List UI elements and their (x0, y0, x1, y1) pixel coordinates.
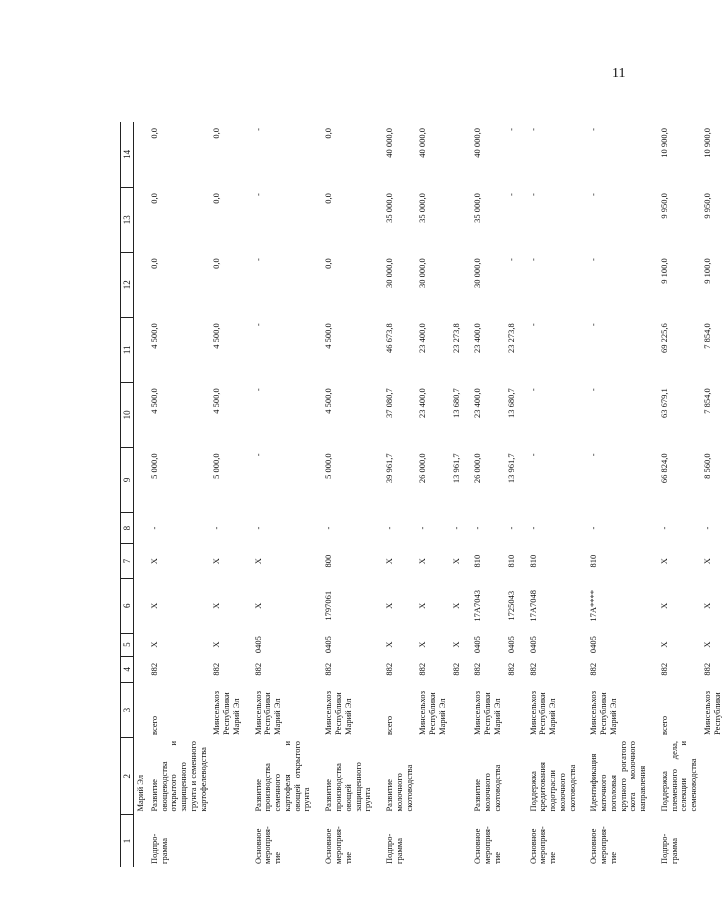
cell-col-14: - (588, 128, 599, 131)
cell-col-13: - (252, 193, 263, 196)
cell-col-11: 23 273,8 (450, 323, 461, 353)
cell-col-11: 23 400,0 (417, 323, 428, 353)
cell-col-3 (505, 682, 519, 738)
cell-col-14: 40 000,0 (417, 128, 428, 158)
row-spacer (579, 122, 587, 867)
cell-col-11: 69 225,6 (658, 323, 669, 353)
cell-col-14: 10 900,0 (658, 128, 669, 158)
cell-col-2 (210, 738, 243, 815)
column-header-8: 8 (121, 512, 134, 543)
cell-col-1: Основное мероприя-тие (252, 826, 283, 864)
table-row (701, 122, 725, 867)
intro-text: Марий Эл (135, 775, 145, 812)
table-row (383, 122, 416, 867)
cell-col-8: - (417, 526, 428, 530)
cell-col-13 (450, 187, 464, 252)
cell-col-3: всего (384, 715, 395, 735)
cell-col-11: 23 400,0 (472, 323, 483, 353)
cell-col-7: 800 (323, 554, 334, 568)
cell-col-6: X (701, 602, 712, 609)
cell-col-3 (450, 682, 464, 738)
cell-col-10: - (252, 388, 263, 392)
cell-col-8: - (211, 526, 222, 530)
cell-col-4: 882 (252, 662, 263, 676)
column-header-4: 4 (121, 656, 134, 682)
cell-col-9: 5 000,0 (323, 453, 334, 479)
row-spacer (463, 122, 471, 867)
cell-col-8: - (472, 526, 483, 530)
cell-col-12: - (505, 258, 516, 262)
cell-col-6: X (450, 602, 461, 609)
cell-col-3: Минсельхоз Республики Марий Эл (527, 690, 558, 735)
cell-col-5: 0405 (252, 636, 263, 654)
cell-col-7: X (701, 558, 712, 565)
cell-col-14: 0,0 (211, 128, 222, 139)
cell-col-5: X (658, 641, 669, 648)
cell-col-7: X (658, 558, 669, 565)
cell-col-10: 4 500,0 (211, 388, 222, 414)
cell-col-9: 5 000,0 (211, 453, 222, 479)
intro-row (134, 122, 148, 867)
table-row (587, 122, 650, 867)
cell-col-1 (450, 815, 464, 867)
cell-col-6: X (384, 602, 395, 609)
cell-col-14: - (252, 128, 263, 131)
cell-col-9: 8 560,0 (701, 453, 712, 479)
cell-col-13: 9 950,0 (701, 193, 712, 219)
cell-col-5: X (701, 641, 712, 648)
cell-col-4: 882 (384, 662, 395, 676)
cell-col-9: 13 961,7 (450, 453, 461, 484)
cell-col-14: - (505, 128, 516, 131)
table-row (658, 122, 701, 867)
cell-col-5: X (211, 641, 222, 648)
row-spacer (375, 122, 383, 867)
cell-col-2: Поддержка кредитования подотрасли молочного скотоводства (527, 762, 577, 812)
cell-col-4: 882 (472, 662, 483, 676)
cell-col-1: Подпро-грамма (148, 833, 169, 864)
cell-col-10: - (527, 388, 538, 392)
cell-col-13: 35 000,0 (384, 193, 395, 223)
cell-col-12: 9 100,0 (701, 258, 712, 284)
cell-col-11: 46 673,8 (384, 323, 395, 353)
cell-col-2: Развитие производства семенного картофеля и овощей открытого грунта (252, 740, 312, 812)
cell-col-3: Минсельхоз Республики Марий Эл (252, 690, 283, 735)
column-header-7: 7 (121, 544, 134, 579)
budget-table (120, 122, 725, 867)
cell-col-1: Основное мероприя-тие (472, 826, 502, 864)
cell-col-8: - (588, 526, 599, 530)
column-header-14: 14 (121, 122, 134, 187)
cell-col-2 (416, 738, 449, 815)
cell-col-14: - (527, 128, 538, 131)
table-row (416, 122, 449, 867)
cell-col-3: Минсельхоз Республики Марий Эл (588, 690, 618, 735)
cell-col-10: 23 400,0 (472, 388, 483, 419)
cell-col-2: Идентификация маточного поголовья крупного рогатого скота молочного направления (588, 740, 648, 812)
cell-col-8: - (701, 526, 712, 530)
column-header-6: 6 (121, 578, 134, 633)
cell-col-4: 882 (450, 662, 461, 676)
table-row (148, 122, 211, 867)
cell-col-9: 39 961,7 (384, 453, 395, 484)
cell-col-4: 882 (417, 662, 428, 676)
cell-col-5: X (417, 641, 428, 648)
cell-col-13: 0,0 (148, 193, 159, 204)
table-row (527, 122, 580, 867)
cell-col-11: 4 500,0 (211, 323, 222, 349)
cell-col-10: 23 400,0 (417, 388, 428, 419)
cell-col-2: Развитие молочного скотоводства (384, 764, 414, 812)
cell-col-1: Подпро-грамма (658, 833, 679, 864)
cell-col-12 (450, 252, 464, 317)
cell-col-6: 17А7048 (527, 589, 538, 622)
row-spacer (519, 122, 527, 867)
cell-col-2 (505, 738, 519, 815)
table-row (471, 122, 504, 867)
cell-col-5: 0405 (588, 636, 599, 654)
cell-col-7: 810 (588, 554, 599, 568)
column-header-10: 10 (121, 382, 134, 447)
table-row (252, 122, 315, 867)
table-row (450, 122, 464, 867)
column-header-11: 11 (121, 317, 134, 382)
cell-col-12: - (252, 258, 263, 262)
page-number: 11 (612, 66, 626, 81)
cell-col-11: 4 500,0 (148, 323, 159, 349)
cell-col-11: 23 273,8 (505, 323, 516, 353)
cell-col-12: - (588, 258, 599, 262)
column-header-3: 3 (121, 682, 134, 738)
cell-col-2 (450, 738, 464, 815)
cell-col-3: Минсельхоз Республики Марий Эл (472, 690, 502, 735)
cell-col-9: 13 961,7 (505, 453, 516, 484)
header-row (121, 122, 134, 867)
cell-col-2: Развитие молочного скотоводства (472, 764, 502, 812)
cell-col-5: 0405 (472, 636, 483, 654)
cell-col-8: - (384, 526, 395, 530)
column-header-13: 13 (121, 187, 134, 252)
cell-col-13: - (505, 193, 516, 196)
cell-col-14: 10 900,0 (701, 128, 712, 158)
cell-col-10: 13 680,7 (450, 388, 461, 419)
cell-col-6: X (148, 602, 159, 609)
cell-col-8: - (148, 526, 159, 530)
cell-col-13: 0,0 (211, 193, 222, 204)
cell-col-10: - (588, 388, 599, 392)
cell-col-9: - (588, 453, 599, 457)
cell-col-7: 810 (472, 554, 483, 568)
cell-col-10: 7 854,0 (701, 388, 712, 414)
cell-col-13: - (527, 193, 538, 196)
cell-col-6: X (417, 602, 428, 609)
cell-col-1 (701, 815, 725, 867)
cell-col-9: 26 000,0 (472, 453, 483, 484)
cell-col-6: X (211, 602, 222, 609)
cell-col-12: 30 000,0 (384, 258, 395, 288)
cell-col-9: - (527, 453, 538, 457)
cell-col-8: - (252, 526, 263, 530)
cell-col-7: X (417, 558, 428, 565)
cell-col-3: Минсельхоз Республики (701, 690, 722, 735)
cell-col-6: 17А**** (588, 589, 599, 622)
cell-col-12: 0,0 (148, 258, 159, 269)
column-header-1: 1 (121, 815, 134, 867)
column-header-2: 2 (121, 738, 134, 815)
cell-col-5: X (148, 641, 159, 648)
cell-col-14 (450, 122, 464, 187)
cell-col-14: 40 000,0 (384, 128, 395, 158)
cell-col-5: 0405 (527, 636, 538, 654)
cell-col-2: Развитие производства овощей защищенного грунта (323, 762, 373, 812)
cell-col-11: 7 854,0 (701, 323, 712, 349)
cell-col-12: - (527, 258, 538, 262)
row-spacer (314, 122, 322, 867)
cell-col-6: X (658, 602, 669, 609)
cell-col-1 (505, 815, 519, 867)
cell-col-13: 35 000,0 (472, 193, 483, 223)
cell-col-7: 810 (527, 554, 538, 568)
cell-col-8: - (505, 526, 516, 530)
cell-col-5: X (384, 641, 395, 648)
cell-col-6: X (252, 602, 263, 609)
cell-col-7: X (384, 558, 395, 565)
cell-col-9: 26 000,0 (417, 453, 428, 484)
cell-col-8: - (658, 526, 669, 530)
cell-col-4: 882 (211, 662, 222, 676)
cell-col-6: 17А7043 (472, 589, 483, 622)
cell-col-3: Минсельхоз Республики Марий Эл (417, 690, 447, 735)
cell-col-1 (416, 815, 449, 867)
cell-col-10: 4 500,0 (323, 388, 334, 414)
cell-col-7: X (252, 558, 263, 565)
cell-col-1: Основное мероприя-тие (323, 826, 353, 864)
cell-col-8: - (527, 526, 538, 530)
cell-col-14: 40 000,0 (472, 128, 483, 158)
cell-col-13: 35 000,0 (417, 193, 428, 223)
cell-col-4: 882 (588, 662, 599, 676)
column-header-5: 5 (121, 633, 134, 656)
cell-col-8: - (323, 526, 334, 530)
row-spacer (244, 122, 252, 867)
cell-col-12: 0,0 (211, 258, 222, 269)
cell-col-10: 13 680,7 (505, 388, 516, 419)
cell-col-1: Подпро-грамма (384, 833, 404, 864)
cell-col-1 (210, 815, 243, 867)
cell-col-12: 30 000,0 (417, 258, 428, 288)
cell-col-4: 882 (148, 662, 159, 676)
cell-col-9: 66 824,0 (658, 453, 669, 484)
cell-col-9: 5 000,0 (148, 453, 159, 479)
cell-col-4: 882 (701, 662, 712, 676)
cell-col-5: 0405 (323, 636, 334, 654)
cell-col-3: Минсельхоз Республики Марий Эл (211, 690, 241, 735)
cell-col-5: 0405 (505, 636, 516, 654)
cell-col-4: 882 (527, 662, 538, 676)
cell-col-12: 9 100,0 (658, 258, 669, 284)
cell-col-10: 4 500,0 (148, 388, 159, 414)
cell-col-12: 30 000,0 (472, 258, 483, 288)
cell-col-12: 0,0 (323, 258, 334, 269)
cell-col-1: Основное мероприя-тие (588, 826, 618, 864)
cell-col-3: всего (658, 715, 669, 735)
table-row (322, 122, 375, 867)
cell-col-11: 4 500,0 (323, 323, 334, 349)
cell-col-7: X (211, 558, 222, 565)
cell-col-1: Основное мероприя-тие (527, 826, 558, 864)
cell-col-10: 37 080,7 (384, 388, 395, 419)
cell-col-4: 882 (658, 662, 669, 676)
cell-col-5: X (450, 641, 461, 648)
table-row (210, 122, 243, 867)
cell-col-6: 1725043 (505, 590, 516, 621)
cell-col-14: 0,0 (323, 128, 334, 139)
cell-col-11: - (252, 323, 263, 327)
cell-col-4: 882 (505, 662, 516, 676)
cell-col-13: 0,0 (323, 193, 334, 204)
rotated-table-container (120, 122, 722, 867)
table-row (505, 122, 519, 867)
cell-col-3: Минсельхоз Республики Марий Эл (323, 690, 353, 735)
cell-col-7: X (450, 558, 461, 565)
cell-col-2 (701, 738, 725, 815)
cell-col-3: всего (148, 715, 159, 735)
cell-col-4: 882 (323, 662, 334, 676)
row-spacer (650, 122, 658, 867)
cell-col-11: - (588, 323, 599, 327)
cell-col-7: X (148, 558, 159, 565)
cell-col-9: - (252, 453, 263, 457)
column-header-12: 12 (121, 252, 134, 317)
cell-col-14: 0,0 (148, 128, 159, 139)
cell-col-2: Развитие овощеводства открытого и защищенного грунта и семенного картофелеводства (148, 740, 208, 812)
cell-col-13: - (588, 193, 599, 196)
cell-col-7: 810 (505, 554, 516, 568)
cell-col-10: 63 679,1 (658, 388, 669, 419)
cell-col-2: Поддержка племенного дела, селекции и семеноводства (658, 740, 699, 812)
cell-col-6: 1797061 (323, 590, 334, 621)
cell-col-11: - (527, 323, 538, 327)
cell-col-8: - (450, 526, 461, 530)
column-header-9: 9 (121, 447, 134, 512)
cell-col-13: 9 950,0 (658, 193, 669, 219)
